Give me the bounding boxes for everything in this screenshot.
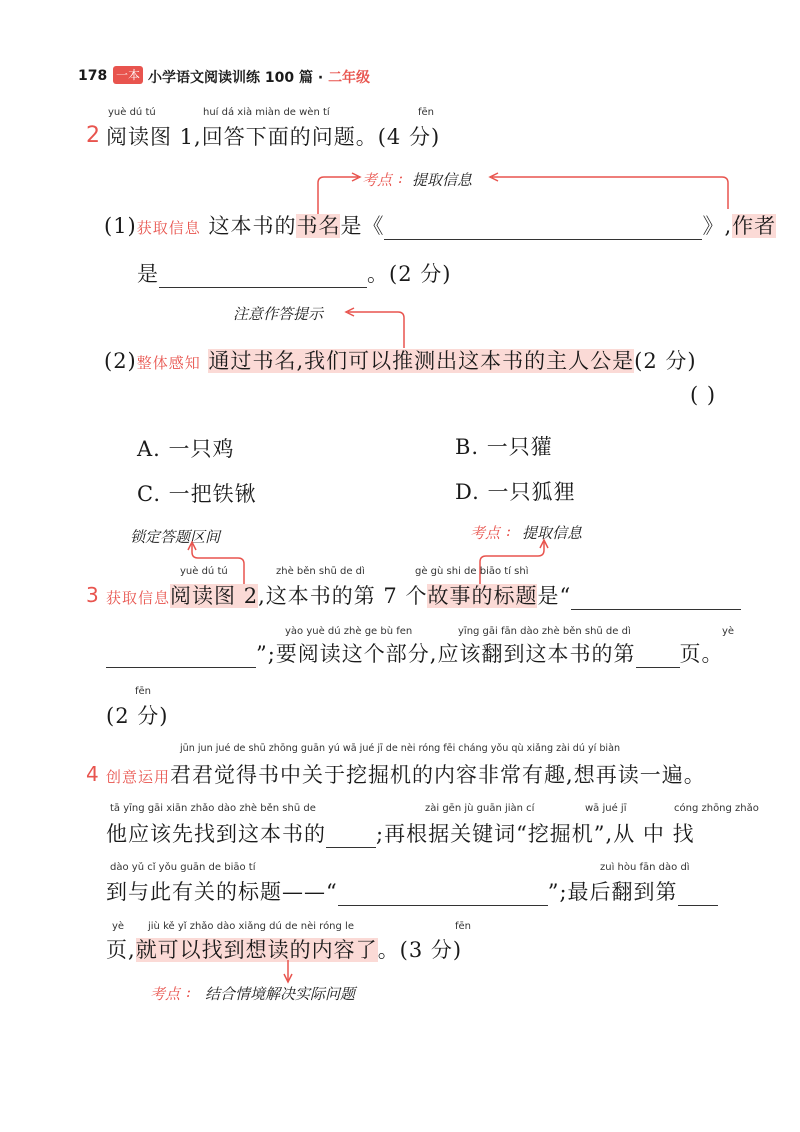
q4-pinyin-2b: zài gēn jù guān jiàn cí — [425, 803, 535, 814]
q3-pinyin-2b: yīng gāi fān dào zhè běn shū de dì — [458, 626, 631, 637]
q3-kaodian-colon: : — [506, 522, 512, 540]
q3-ann-left: 锁定答题区间 — [130, 528, 221, 546]
option-c[interactable]: C. 一把铁锹 — [137, 482, 257, 506]
q2-sub1-tag: 获取信息 — [136, 219, 201, 237]
q4-pinyin-4b: jiù kě yǐ zhǎo dào xiǎng dú de nèi róng le — [148, 921, 354, 932]
q4-pinyin-3a: dào yǔ cǐ yǒu guān de biāo tí — [110, 862, 256, 873]
q3-pinyin-1c: gè gù shi de biāo tí shì — [415, 566, 529, 577]
q2-sub2-text: 通过书名,我们可以推测出这本书的主人公是 — [208, 349, 635, 373]
q2-sub1-line2 — [137, 258, 451, 288]
q2-question-text: 阅读图 1,回答下面的问题。(4 分) — [106, 125, 441, 149]
q4-pinyin-1: jūn jun jué de shū zhōng guān yú wā jué jī de nèi róng fēi cháng yǒu qù xiǎng zài dú yí biàn — [180, 743, 621, 754]
q2-sub1-pre: 这本书的 — [208, 214, 297, 238]
q3-pinyin-2a: yào yuè dú zhè ge bù fen — [285, 626, 413, 637]
q3-line2-a: ”;要阅读这个部分,应该翻到这本书的第 — [256, 642, 636, 666]
q2-pinyin-2: huí dá xià miàn de wèn tí — [203, 107, 330, 118]
q3-read-fig: 阅读图 2 — [170, 584, 259, 608]
q3-kaodian-text: 提取信息 — [522, 524, 583, 542]
q4-line1-text: 君君觉得书中关于挖掘机的内容非常有趣,想再读一遍。 — [170, 763, 706, 787]
q2-number: 2 — [86, 123, 100, 148]
q2-sub1-line2-pre: 是 — [137, 262, 159, 286]
q4-kaodian-arrow — [278, 960, 298, 984]
option-d[interactable]: D. 一只狐狸 — [455, 480, 576, 504]
q3-pinyin-1a: yuè dú tú — [180, 566, 228, 577]
q4-line-3 — [106, 876, 718, 906]
q4-pinyin-4a: yè — [112, 921, 125, 932]
q4-kaodian-label: 考点 — [150, 985, 181, 1003]
q4-line2-b: ;再根据关键词“挖掘机”,从 中 找 — [376, 822, 695, 846]
q4-line4-b: 。(3 分) — [377, 938, 463, 962]
q2-sub1-num: (1) — [104, 214, 137, 238]
q4-line-1 — [106, 759, 706, 789]
author-blank[interactable] — [159, 261, 367, 288]
q2-sub1-post: 》, — [702, 214, 733, 238]
q2-sub2-line — [104, 345, 697, 375]
q3-title-blank-2[interactable] — [106, 641, 256, 668]
q4-kaodian-text: 结合情境解决实际问题 — [205, 985, 356, 1003]
title-dot: · — [317, 70, 324, 86]
q2-sub2-num: (2) — [104, 349, 137, 373]
brand-logo — [113, 66, 143, 84]
q2-pinyin-1: yuè dú tú — [108, 107, 156, 118]
q3-line2-b: 页。 — [679, 642, 724, 666]
q2-note-label: 注意作答提示 — [233, 305, 324, 323]
q4-title-blank[interactable] — [338, 879, 548, 906]
q2-sub2-tag: 整体感知 — [136, 354, 201, 372]
q2-kaodian-colon: : — [398, 169, 404, 187]
q4-line2-a: 他应该先找到这本书的 — [106, 822, 326, 846]
q2-pinyin-3: fēn — [418, 107, 435, 118]
q2-sub1-line2-post: 。(2 分) — [367, 262, 452, 286]
q3-pinyin-3: fēn — [135, 686, 152, 697]
q2-kaodian-text: 提取信息 — [412, 171, 473, 189]
q3-line-1 — [106, 580, 741, 610]
q4-line-2 — [106, 818, 695, 848]
option-b[interactable]: B. 一只獾 — [455, 435, 553, 459]
q4-number: 4 — [86, 762, 99, 786]
q3-line1-a: ,这本书的第 7 个 — [258, 584, 428, 608]
grade-label: 二年级 — [328, 70, 371, 86]
q4-pinyin-3b: zuì hòu fān dào dì — [600, 862, 690, 873]
q2-sub1-book-name: 书名 — [296, 214, 341, 238]
q4-pinyin-2a: tā yīng gāi xiān zhǎo dào zhè běn shū de — [110, 803, 316, 814]
q3-pinyin-1b: zhè běn shū de dì — [276, 566, 365, 577]
q4-kaodian-colon: : — [186, 983, 192, 1001]
brand-logo-text: 一本 — [115, 68, 140, 82]
q4-catalog-blank[interactable] — [326, 821, 376, 848]
q2-sub1-line — [104, 210, 776, 240]
q4-line3-a: 到与此有关的标题——“ — [106, 880, 338, 904]
q3-line1-b: 是“ — [537, 584, 572, 608]
q4-line3-b: ”;最后翻到第 — [547, 880, 678, 904]
q4-tag: 创意运用 — [106, 768, 171, 786]
page-number: 178 — [78, 68, 108, 84]
book-title-text: 小学语文阅读训练 100 篇 — [148, 70, 313, 86]
q3-line-2 — [106, 638, 724, 668]
q2-answer-paren[interactable]: ( ) — [690, 383, 717, 407]
q2-sub1-author: 作者 — [732, 214, 777, 238]
q3-pinyin-2c: yè — [722, 626, 735, 637]
q4-pinyin-4c: fēn — [455, 921, 472, 932]
q4-page-blank-1[interactable] — [678, 879, 718, 906]
q3-tag: 获取信息 — [106, 589, 171, 607]
q4-pinyin-2d: cóng zhōng zhǎo — [674, 803, 759, 814]
q3-kaodian-label: 考点 — [470, 524, 501, 542]
q3-story-title: 故事的标题 — [427, 584, 538, 608]
q3-number: 3 — [86, 583, 99, 607]
q4-line4-hl: 就可以找到想读的内容了 — [135, 938, 378, 962]
option-a[interactable]: A. 一只鸡 — [137, 437, 235, 461]
q4-pinyin-2c: wā jué jī — [585, 803, 627, 814]
q2-sub2-score: (2 分) — [634, 349, 697, 373]
q3-title-blank-1[interactable] — [571, 583, 741, 610]
q3-score: (2 分) — [106, 704, 169, 728]
q2-sub1-mid: 是《 — [340, 214, 385, 238]
q2-kaodian-label: 考点 — [362, 171, 393, 189]
book-title — [148, 67, 370, 87]
q3-page-blank[interactable] — [636, 641, 680, 668]
q4-line4-a: 页, — [106, 938, 136, 962]
book-title-blank[interactable] — [384, 213, 702, 240]
